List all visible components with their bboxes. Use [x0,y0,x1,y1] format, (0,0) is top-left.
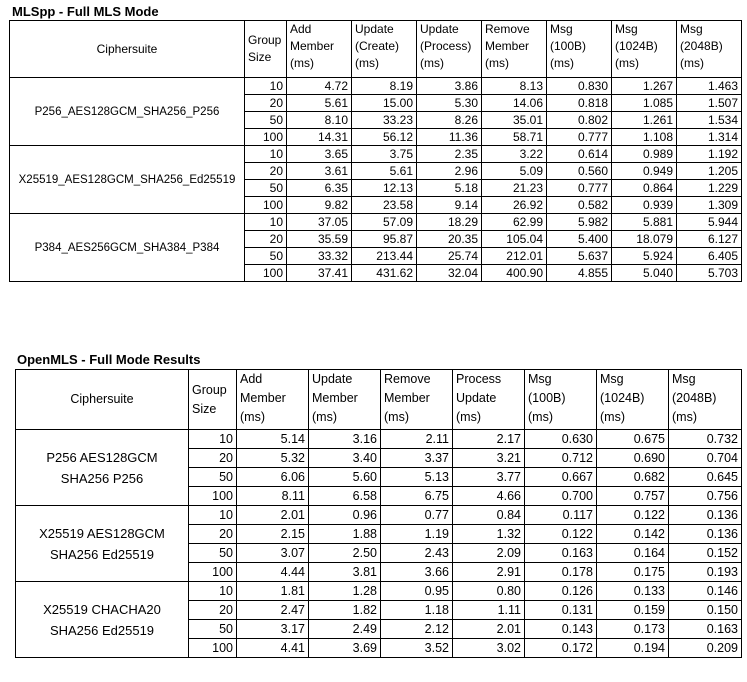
value-cell: 0.77 [381,506,453,525]
value-cell: 2.96 [417,163,482,180]
column-header-line: (ms) [680,56,704,70]
column-header-line: (ms) [672,410,697,424]
value-cell: 8.11 [237,487,309,506]
value-cell: 5.13 [381,468,453,487]
column-header-line: Add [290,22,312,36]
column-header-line: (100B) [528,391,566,405]
value-cell: 5.944 [677,214,742,231]
column-header-line: Msg [680,22,703,36]
value-cell: 6.405 [677,248,742,265]
value-cell: 20.35 [417,231,482,248]
value-cell: 8.26 [417,112,482,129]
ciphersuite-line: P256_AES128GCM_SHA256_P256 [34,105,220,118]
value-cell: 3.21 [453,449,525,468]
value-cell: 37.05 [287,214,352,231]
table-row [16,506,742,525]
column-header-line: Msg [600,372,624,386]
value-cell: 0.777 [547,180,612,197]
value-cell: 5.32 [237,449,309,468]
column-header-line: Ciphersuite [70,392,134,406]
value-cell: 3.22 [482,146,547,163]
value-cell: 1.267 [612,78,677,95]
value-cell: 0.122 [525,525,597,544]
value-cell: 2.12 [381,620,453,639]
value-cell: 2.09 [453,544,525,563]
value-cell: 2.15 [237,525,309,544]
ciphersuite-cell [10,78,245,146]
value-cell: 0.117 [525,506,597,525]
value-cell: 2.49 [309,620,381,639]
value-cell: 5.637 [547,248,612,265]
table-row [10,78,742,95]
value-cell: 0.146 [669,582,742,601]
mlspp-results-table [9,20,742,282]
value-cell: 1.507 [677,95,742,112]
value-cell: 1.32 [453,525,525,544]
value-cell: 3.66 [381,563,453,582]
value-cell: 3.75 [352,146,417,163]
value-cell: 25.74 [417,248,482,265]
ciphersuite-line: P384_AES256GCM_SHA384_P384 [34,241,220,254]
value-cell: 5.14 [237,430,309,449]
value-cell: 0.96 [309,506,381,525]
value-cell: 431.62 [352,265,417,282]
value-cell: 35.59 [287,231,352,248]
openmls-results-table [15,369,742,658]
value-cell: 8.19 [352,78,417,95]
value-cell: 0.142 [597,525,669,544]
value-cell: 6.58 [309,487,381,506]
value-cell: 2.35 [417,146,482,163]
column-header-line: (ms) [485,56,509,70]
column-header-line: Ciphersuite [96,41,158,56]
group-size-cell: 100 [189,563,237,582]
ciphersuite-cell [16,430,189,506]
value-cell: 1.261 [612,112,677,129]
value-cell: 0.712 [525,449,597,468]
value-cell: 32.04 [417,265,482,282]
value-cell: 0.95 [381,582,453,601]
value-cell: 1.18 [381,601,453,620]
group-size-cell: 20 [189,449,237,468]
column-header [352,21,417,78]
column-header-line: Update [456,391,497,405]
value-cell: 8.10 [287,112,352,129]
value-cell: 1.88 [309,525,381,544]
value-cell: 105.04 [482,231,547,248]
value-cell: 57.09 [352,214,417,231]
value-cell: 3.52 [381,639,453,658]
value-cell: 0.159 [597,601,669,620]
ciphersuite-line: SHA256 Ed25519 [49,546,155,562]
ciphersuite-line: SHA256 P256 [60,470,144,486]
table-row [16,430,742,449]
column-header-line: (1024B) [600,391,645,405]
value-cell: 3.77 [453,468,525,487]
column-header [309,370,381,430]
value-cell: 21.23 [482,180,547,197]
column-header-line: (Process) [420,39,472,53]
group-size-cell: 10 [245,78,287,95]
value-cell: 0.704 [669,449,742,468]
value-cell: 0.209 [669,639,742,658]
value-cell: 1.11 [453,601,525,620]
value-cell: 3.37 [381,449,453,468]
value-cell: 0.133 [597,582,669,601]
value-cell: 2.43 [381,544,453,563]
value-cell: 0.630 [525,430,597,449]
value-cell: 5.400 [547,231,612,248]
value-cell: 0.84 [453,506,525,525]
column-header-line: (Create) [355,39,400,53]
value-cell: 6.75 [381,487,453,506]
column-header-line: (100B) [550,39,587,53]
column-header-line: (ms) [420,56,444,70]
column-header-line: Msg [672,372,696,386]
value-cell: 14.06 [482,95,547,112]
column-header [453,370,525,430]
value-cell: 15.00 [352,95,417,112]
value-cell: 11.36 [417,129,482,146]
ciphersuite-cell [10,146,245,214]
value-cell: 0.560 [547,163,612,180]
value-cell: 56.12 [352,129,417,146]
value-cell: 1.19 [381,525,453,544]
value-cell: 0.675 [597,430,669,449]
group-size-cell: 50 [245,248,287,265]
value-cell: 400.90 [482,265,547,282]
group-size-cell: 50 [245,180,287,197]
value-cell: 0.830 [547,78,612,95]
column-header-line: (2048B) [680,39,723,53]
value-cell: 0.690 [597,449,669,468]
ciphersuite-cell [16,506,189,582]
value-cell: 5.30 [417,95,482,112]
value-cell: 0.667 [525,468,597,487]
value-cell: 0.802 [547,112,612,129]
value-cell: 0.173 [597,620,669,639]
table1-title: MLSpp - Full MLS Mode [12,4,159,19]
value-cell: 14.31 [287,129,352,146]
value-cell: 1.192 [677,146,742,163]
column-header-line: (ms) [355,56,379,70]
value-cell: 0.122 [597,506,669,525]
ciphersuite-line: X25519 CHACHA20 [43,601,161,617]
column-header-line: (2048B) [672,391,717,405]
value-cell: 5.18 [417,180,482,197]
group-size-cell: 50 [189,620,237,639]
value-cell: 5.09 [482,163,547,180]
value-cell: 18.29 [417,214,482,231]
column-header-line: Member [312,391,358,405]
column-header-line: (ms) [600,410,625,424]
group-size-cell: 50 [189,468,237,487]
value-cell: 1.108 [612,129,677,146]
value-cell: 33.32 [287,248,352,265]
column-header-line: Group [192,382,227,397]
column-header-line: Member [290,39,335,53]
column-header-line: (ms) [456,410,481,424]
value-cell: 3.61 [287,163,352,180]
group-size-cell: 10 [189,582,237,601]
value-cell: 4.72 [287,78,352,95]
column-header [597,370,669,430]
value-cell: 1.463 [677,78,742,95]
value-cell: 1.82 [309,601,381,620]
value-cell: 0.136 [669,525,742,544]
value-cell: 1.309 [677,197,742,214]
ciphersuite-cell [16,582,189,658]
value-cell: 8.13 [482,78,547,95]
group-size-cell: 20 [245,231,287,248]
column-header-line: Update [420,22,459,36]
column-header [381,370,453,430]
value-cell: 6.127 [677,231,742,248]
value-cell: 4.855 [547,265,612,282]
group-size-cell: 50 [245,112,287,129]
value-cell: 0.126 [525,582,597,601]
value-cell: 3.17 [237,620,309,639]
column-header [16,370,189,430]
value-cell: 0.732 [669,430,742,449]
group-size-cell: 20 [189,601,237,620]
value-cell: 0.939 [612,197,677,214]
value-cell: 0.175 [597,563,669,582]
value-cell: 35.01 [482,112,547,129]
group-size-cell: 10 [245,214,287,231]
column-header-line: (ms) [528,410,553,424]
value-cell: 3.40 [309,449,381,468]
value-cell: 0.163 [525,544,597,563]
value-cell: 1.81 [237,582,309,601]
value-cell: 5.703 [677,265,742,282]
column-header-line: Add [240,372,263,386]
value-cell: 33.23 [352,112,417,129]
value-cell: 5.881 [612,214,677,231]
column-header-line: Msg [550,22,573,36]
value-cell: 0.645 [669,468,742,487]
value-cell: 0.700 [525,487,597,506]
value-cell: 0.150 [669,601,742,620]
value-cell: 0.178 [525,563,597,582]
table2-header-row [16,370,742,430]
value-cell: 0.864 [612,180,677,197]
value-cell: 26.92 [482,197,547,214]
value-cell: 212.01 [482,248,547,265]
column-header-line: (ms) [384,410,409,424]
column-header [612,21,677,78]
value-cell: 0.757 [597,487,669,506]
ciphersuite-line: X25519_AES128GCM_SHA256_Ed25519 [18,173,236,186]
value-cell: 0.163 [669,620,742,639]
value-cell: 3.02 [453,639,525,658]
value-cell: 1.534 [677,112,742,129]
column-header-line: Group [248,33,282,47]
column-header [237,370,309,430]
column-header-line: Update [355,22,394,36]
column-header-line: Msg [615,22,638,36]
value-cell: 0.756 [669,487,742,506]
group-size-cell: 20 [245,163,287,180]
value-cell: 3.86 [417,78,482,95]
value-cell: 0.143 [525,620,597,639]
group-size-cell: 50 [189,544,237,563]
ciphersuite-line: P256 AES128GCM [46,449,158,465]
column-header-line: Member [485,39,530,53]
column-header-line: Remove [485,22,530,36]
column-header [525,370,597,430]
value-cell: 0.682 [597,468,669,487]
value-cell: 1.085 [612,95,677,112]
column-header [189,370,237,430]
value-cell: 62.99 [482,214,547,231]
value-cell: 1.28 [309,582,381,601]
group-size-cell: 100 [245,129,287,146]
value-cell: 2.50 [309,544,381,563]
column-header-line: Process [456,372,502,386]
column-header-line: Member [384,391,430,405]
column-header-line: Size [192,401,217,416]
value-cell: 2.11 [381,430,453,449]
column-header-line: (1024B) [615,39,658,53]
table-row [16,582,742,601]
value-cell: 5.60 [309,468,381,487]
group-size-cell: 20 [245,95,287,112]
value-cell: 4.44 [237,563,309,582]
group-size-cell: 100 [189,639,237,658]
value-cell: 0.131 [525,601,597,620]
value-cell: 2.01 [237,506,309,525]
column-header [677,21,742,78]
value-cell: 3.16 [309,430,381,449]
value-cell: 213.44 [352,248,417,265]
value-cell: 2.91 [453,563,525,582]
value-cell: 0.136 [669,506,742,525]
column-header-line: Msg [528,372,552,386]
value-cell: 2.47 [237,601,309,620]
value-cell: 5.61 [352,163,417,180]
ciphersuite-line: X25519 AES128GCM [39,525,165,541]
ciphersuite-cell [10,214,245,282]
column-header [669,370,742,430]
column-header-line: (ms) [290,56,314,70]
value-cell: 1.229 [677,180,742,197]
column-header-line: Size [248,50,272,64]
column-header [10,21,245,78]
value-cell: 6.35 [287,180,352,197]
value-cell: 9.14 [417,197,482,214]
value-cell: 3.69 [309,639,381,658]
value-cell: 4.41 [237,639,309,658]
value-cell: 0.777 [547,129,612,146]
ciphersuite-line: SHA256 Ed25519 [49,622,155,638]
value-cell: 5.61 [287,95,352,112]
column-header-line: (ms) [312,410,337,424]
table-row [10,214,742,231]
column-header-line: Remove [384,372,431,386]
value-cell: 37.41 [287,265,352,282]
value-cell: 5.040 [612,265,677,282]
value-cell: 18.079 [612,231,677,248]
column-header [287,21,352,78]
group-size-cell: 10 [189,506,237,525]
column-header [547,21,612,78]
value-cell: 23.58 [352,197,417,214]
group-size-cell: 100 [245,197,287,214]
value-cell: 2.17 [453,430,525,449]
value-cell: 0.172 [525,639,597,658]
value-cell: 2.01 [453,620,525,639]
table1-header-row [10,21,742,78]
group-size-cell: 100 [245,265,287,282]
value-cell: 58.71 [482,129,547,146]
column-header-line: (ms) [615,56,639,70]
group-size-cell: 10 [189,430,237,449]
value-cell: 0.818 [547,95,612,112]
value-cell: 0.193 [669,563,742,582]
column-header-line: Member [240,391,286,405]
column-header [482,21,547,78]
value-cell: 0.194 [597,639,669,658]
value-cell: 3.81 [309,563,381,582]
value-cell: 3.65 [287,146,352,163]
table-row [10,146,742,163]
column-header [417,21,482,78]
value-cell: 0.989 [612,146,677,163]
group-size-cell: 10 [245,146,287,163]
value-cell: 1.314 [677,129,742,146]
value-cell: 5.982 [547,214,612,231]
value-cell: 5.924 [612,248,677,265]
column-header-line: (ms) [240,410,265,424]
value-cell: 0.80 [453,582,525,601]
value-cell: 0.582 [547,197,612,214]
column-header-line: (ms) [550,56,574,70]
table2-title: OpenMLS - Full Mode Results [17,352,201,367]
value-cell: 3.07 [237,544,309,563]
value-cell: 12.13 [352,180,417,197]
value-cell: 0.614 [547,146,612,163]
value-cell: 0.152 [669,544,742,563]
value-cell: 1.205 [677,163,742,180]
value-cell: 0.949 [612,163,677,180]
value-cell: 4.66 [453,487,525,506]
value-cell: 95.87 [352,231,417,248]
value-cell: 0.164 [597,544,669,563]
column-header [245,21,287,78]
value-cell: 6.06 [237,468,309,487]
group-size-cell: 100 [189,487,237,506]
value-cell: 9.82 [287,197,352,214]
group-size-cell: 20 [189,525,237,544]
column-header-line: Update [312,372,353,386]
